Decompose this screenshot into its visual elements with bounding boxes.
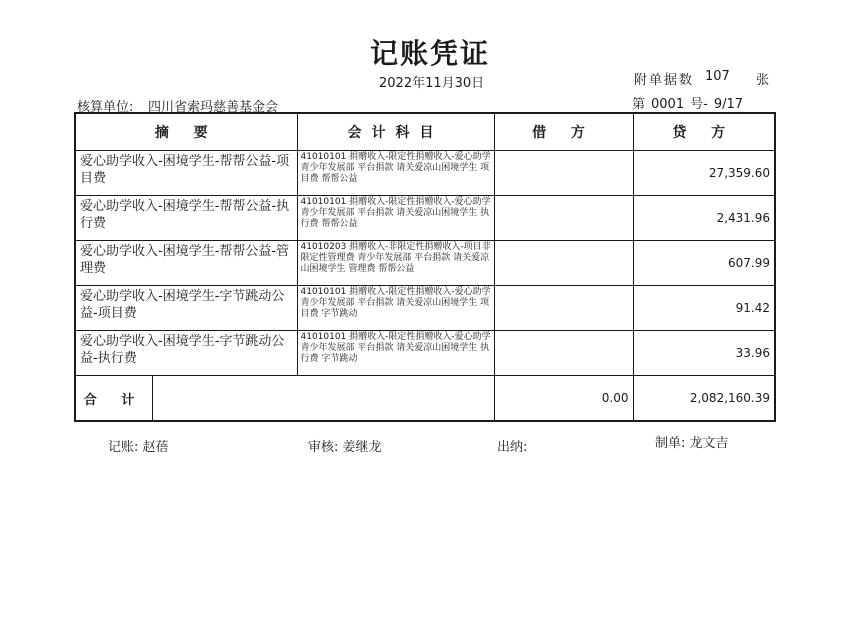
row-summary: 爱心助学收入-困境学生-帮帮公益-管理费 bbox=[75, 241, 297, 286]
table-row bbox=[75, 331, 775, 376]
row-credit: 2,431.96 bbox=[633, 196, 775, 241]
table-row bbox=[75, 241, 775, 286]
row-debit bbox=[494, 286, 633, 331]
attachments-label: 附单据数 bbox=[634, 73, 695, 88]
total-credit: 2,082,160.39 bbox=[633, 376, 775, 422]
voucher-date: 2022年11月30日 bbox=[379, 76, 485, 91]
row-account: 41010101 捐赠收入-限定性捐赠收入-爱心助学 青少年发展部 平台捐款 请关爱凉山困境学生 执行费 字节跳动 bbox=[297, 331, 494, 376]
total-label: 合 计 bbox=[76, 376, 153, 420]
voucher-page: 9/17 bbox=[713, 97, 744, 112]
accounting-unit-value: 四川省索玛慈善基金会 bbox=[148, 100, 279, 115]
voucher-number-prefix: 第 bbox=[632, 97, 646, 112]
row-debit bbox=[494, 241, 633, 286]
header-credit: 贷 方 bbox=[633, 113, 775, 151]
row-summary: 爱心助学收入-困境学生-字节跳动公益-执行费 bbox=[75, 331, 297, 376]
total-debit: 0.00 bbox=[494, 376, 633, 422]
table-row bbox=[75, 196, 775, 241]
reviewer-signature: 审核: 姜继龙 bbox=[308, 440, 382, 455]
preparer-signature: 制单: 龙文吉 bbox=[655, 436, 729, 451]
row-credit: 33.96 bbox=[633, 331, 775, 376]
row-debit bbox=[494, 331, 633, 376]
row-account: 41010101 捐赠收入-限定性捐赠收入-爱心助学 青少年发展部 平台捐款 请关爱凉山困境学生 项目费 帮帮公益 bbox=[297, 151, 494, 196]
row-credit: 607.99 bbox=[633, 241, 775, 286]
header-summary: 摘 要 bbox=[75, 113, 297, 151]
voucher-number-suffix: 号- bbox=[690, 97, 708, 112]
row-account: 41010101 捐赠收入-限定性捐赠收入-爱心助学 青少年发展部 平台捐款 请关爱凉山困境学生 项目费 字节跳动 bbox=[297, 286, 494, 331]
row-account: 41010203 捐赠收入-非限定性捐赠收入-项目非限定性管理费 青少年发展部 平台捐款 请关爱凉山困境学生 管理费 帮帮公益 bbox=[297, 241, 494, 286]
voucher-title: 记账凭证 bbox=[369, 37, 490, 70]
row-summary: 爱心助学收入-困境学生-帮帮公益-项目费 bbox=[75, 151, 297, 196]
header-account: 会计科目 bbox=[297, 113, 494, 151]
attachments-unit: 张 bbox=[756, 73, 770, 88]
row-debit bbox=[494, 151, 633, 196]
total-row bbox=[75, 376, 775, 422]
row-debit bbox=[494, 196, 633, 241]
total-label-cell bbox=[75, 376, 494, 422]
attachments-count: 107 bbox=[705, 69, 730, 84]
row-credit: 91.42 bbox=[633, 286, 775, 331]
cashier-signature: 出纳: bbox=[497, 440, 528, 455]
accounting-unit-label: 核算单位: bbox=[77, 100, 134, 115]
bookkeeper-signature: 记账: 赵蓓 bbox=[108, 440, 169, 455]
voucher-number bbox=[632, 93, 749, 112]
row-account: 41010101 捐赠收入-限定性捐赠收入-爱心助学 青少年发展部 平台捐款 请关爱凉山困境学生 执行费 帮帮公益 bbox=[297, 196, 494, 241]
row-credit: 27,359.60 bbox=[633, 151, 775, 196]
header-row bbox=[75, 113, 775, 151]
row-summary: 爱心助学收入-困境学生-帮帮公益-执行费 bbox=[75, 196, 297, 241]
table-row bbox=[75, 286, 775, 331]
voucher-table bbox=[74, 112, 776, 422]
table-row bbox=[75, 151, 775, 196]
header-debit: 借 方 bbox=[494, 113, 633, 151]
voucher-number-value: 0001 bbox=[651, 97, 685, 112]
row-summary: 爱心助学收入-困境学生-字节跳动公益-项目费 bbox=[75, 286, 297, 331]
